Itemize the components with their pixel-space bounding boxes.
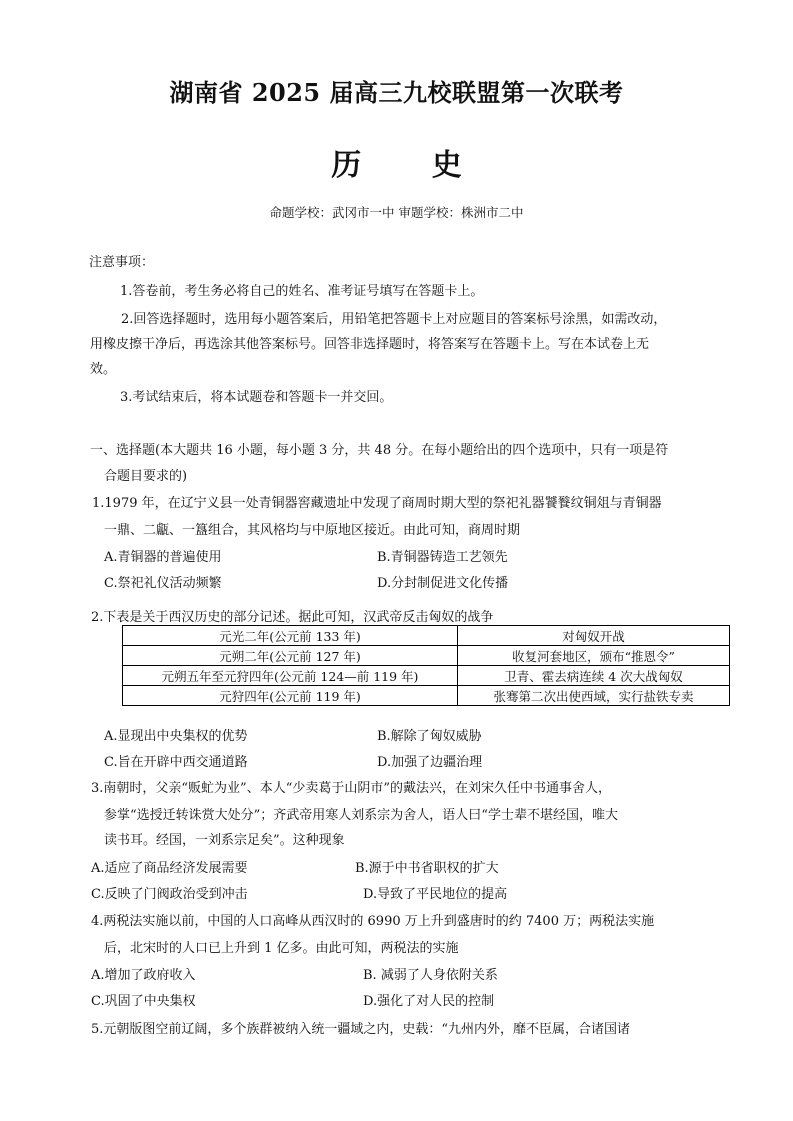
option-b: B.源于中书省职权的扩大 xyxy=(355,861,499,876)
option-c: C.反映了门阀政治受到冲击 xyxy=(91,887,248,902)
option-c: C.祭祀礼仪活动频繁 xyxy=(104,576,222,591)
option-a: A.适应了商品经济发展需要 xyxy=(91,861,248,876)
notice-heading: 注意事项： xyxy=(89,255,155,270)
question-stem: 4.两税法实施以前，中国的人口高峰从西汉时的 6990 万上升到盛唐时的约 7400 万；两税法实施 xyxy=(91,914,655,929)
question-stem: 参掌“选授迁转诛赏大处分”；齐武帝用寒人刘系宗为舍人，语人曰“学士辈不堪经国，唯大 xyxy=(104,808,618,823)
question-stem: 1.1979 年，在辽宁义县一处青铜器窖藏遗址中发现了商周时期大型的祭祀礼器饕餮纹铜俎与青铜器 xyxy=(92,496,662,511)
option-a: A.青铜器的普遍使用 xyxy=(104,550,222,565)
notice-item: 3.考试结束后，将本试题卷和答题卡一并交回。 xyxy=(120,390,393,405)
table-cell: 卫青、霍去病连续 4 次大战匈奴 xyxy=(458,666,730,686)
option-b: B.青铜器铸造工艺领先 xyxy=(377,550,508,565)
table-cell: 元朔五年至元狩四年(公元前 124—前 119 年) xyxy=(123,666,458,686)
option-b: B.解除了匈奴威胁 xyxy=(377,729,482,744)
table-cell: 张骞第二次出使西域，实行盐铁专卖 xyxy=(458,686,730,706)
table-row xyxy=(123,666,730,686)
question-stem: 5.元朝版图空前辽阔，多个族群被纳入统一疆域之内，史载：“九州内外，靡不臣属，合诸国诸 xyxy=(91,1022,631,1037)
notice-item: 1.答卷前，考生务必将自己的姓名、准考证号填写在答题卡上。 xyxy=(120,284,484,299)
option-d: D.强化了对人民的控制 xyxy=(363,994,495,1009)
question-stem: 一鼎、二甗、一簋组合，其风格均与中原地区接近。由此可知，商周时期 xyxy=(104,523,521,538)
question-stem: 3.南朝时，父亲“贩虻为业”、本人“少卖葛于山阴市”的戴法兴，在刘宋久任中书通事舍人， xyxy=(91,781,611,796)
history-table xyxy=(122,625,730,706)
notice-item: 2.回答选择题时，选用每小题答案后，用铅笔把答题卡上对应题目的答案标号涂黑，如需改动， xyxy=(121,312,667,327)
option-a: A.增加了政府收入 xyxy=(91,968,196,983)
question-stem: 2.下表是关于西汉历史的部分记述。据此可知，汉武帝反击匈奴的战争 xyxy=(91,610,494,625)
table-cell: 对匈奴开战 xyxy=(458,626,730,646)
table-row xyxy=(123,626,730,646)
table-cell: 元狩四年(公元前 119 年) xyxy=(123,686,458,706)
table-row xyxy=(123,686,730,706)
table-cell: 收复河套地区，颁布“推恩令” xyxy=(458,646,730,666)
option-d: D.加强了边疆治理 xyxy=(377,755,483,770)
credits-line: 命题学校：武冈市一中 审题学校：株洲市二中 xyxy=(269,205,524,220)
question-stem: 读书耳。经国，一刘系宗足矣”。这种现象 xyxy=(104,833,345,848)
section-heading-line: 合题目要求的) xyxy=(104,469,188,484)
option-b: B. 减弱了人身依附关系 xyxy=(363,968,498,983)
table-row xyxy=(123,646,730,666)
option-c: C.旨在开辟中西交通道路 xyxy=(104,755,248,770)
table-cell: 元朔二年(公元前 127 年) xyxy=(123,646,458,666)
option-d: D.导致了平民地位的提高 xyxy=(363,887,508,902)
exam-title: 湖南省 2025 届高三九校联盟第一次联考 xyxy=(169,78,624,107)
question-stem: 后，北宋时的人口已上升到 1 亿多。由此可知，两税法的实施 xyxy=(104,941,459,956)
table-cell: 元光二年(公元前 133 年) xyxy=(123,626,458,646)
option-a: A.显现出中央集权的优势 xyxy=(104,729,248,744)
section-heading-line: 一、选择题(本大题共 16 小题，每小题 3 分，共 48 分。在每小题给出的四个选项中，只有一项是符 xyxy=(90,443,669,458)
option-d: D.分封制促进文化传播 xyxy=(377,576,509,591)
subject-title: 历 史 xyxy=(331,148,492,183)
notice-item: 效。 xyxy=(90,362,117,377)
notice-item: 用橡皮擦干净后，再选涂其他答案标号。回答非选择题时，将答案写在答题卡上。写在本试卷上无 xyxy=(90,337,650,352)
option-c: C.巩固了中央集权 xyxy=(91,994,196,1009)
